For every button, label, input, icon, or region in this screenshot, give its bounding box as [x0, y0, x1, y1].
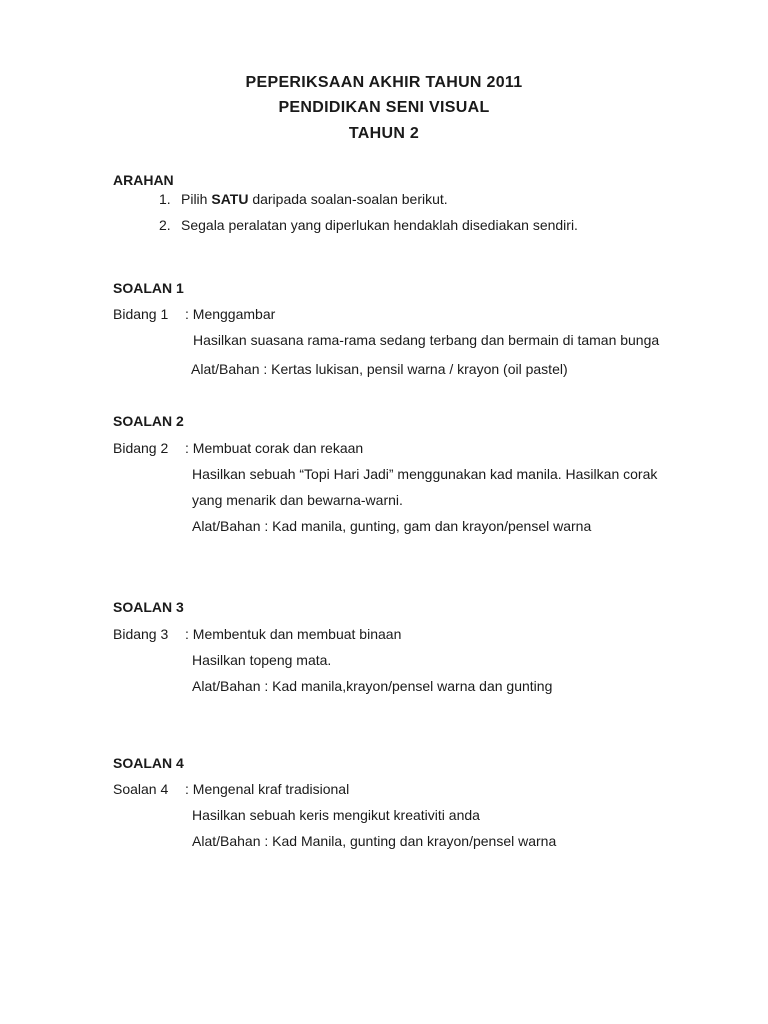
soalan-4-field-row	[113, 781, 349, 797]
soalan-3-materials: Alat/Bahan : Kad manila,krayon/pensel warna dan gunting	[192, 678, 553, 694]
soalan-4-heading: SOALAN 4	[113, 755, 184, 771]
arahan-item-1	[159, 191, 448, 207]
soalan-4-field: : Mengenal kraf tradisional	[185, 781, 350, 797]
soalan-2-task: Hasilkan sebuah “Topi Hari Jadi” menggunakan kad manila. Hasilkan corak	[192, 466, 658, 482]
soalan-3-field: : Membentuk dan membuat binaan	[185, 626, 402, 642]
arahan-item-2	[159, 217, 578, 233]
arahan-item-1-post: daripada soalan-soalan berikut.	[248, 191, 448, 207]
list-number: 1.	[159, 191, 171, 207]
soalan-3-label: Bidang 3	[113, 626, 169, 642]
soalan-1-field: : Menggambar	[185, 306, 276, 322]
arahan-item-2-text: Segala peralatan yang diperlukan hendaklah disediakan sendiri.	[181, 217, 578, 233]
title-subject: PENDIDIKAN SENI VISUAL	[278, 99, 490, 116]
soalan-2-materials: Alat/Bahan : Kad manila, gunting, gam dan krayon/pensel warna	[192, 518, 592, 534]
soalan-1-field-row	[113, 306, 275, 322]
soalan-1-label: Bidang 1	[113, 306, 169, 322]
title-exam: PEPERIKSAAN AKHIR TAHUN 2011	[245, 74, 523, 91]
soalan-3-heading: SOALAN 3	[113, 599, 184, 615]
soalan-1-task: Hasilkan suasana rama-rama sedang terbang dan bermain di taman bunga	[193, 332, 660, 348]
soalan-2-heading: SOALAN 2	[113, 413, 184, 429]
soalan-2-field: : Membuat corak dan rekaan	[185, 440, 364, 456]
arahan-item-1-bold: SATU	[211, 191, 249, 207]
soalan-3-field-row	[113, 626, 401, 642]
title-year: TAHUN 2	[348, 125, 420, 142]
soalan-1-materials: Alat/Bahan : Kertas lukisan, pensil warna / krayon (oil pastel)	[191, 361, 568, 377]
soalan-2-field-row	[113, 440, 363, 456]
soalan-4-label: Soalan 4	[113, 781, 169, 797]
soalan-4-materials: Alat/Bahan : Kad Manila, gunting dan krayon/pensel warna	[192, 833, 557, 849]
soalan-3-task: Hasilkan topeng mata.	[192, 652, 332, 668]
soalan-1-heading: SOALAN 1	[113, 280, 184, 296]
arahan-item-1-pre: Pilih	[181, 191, 212, 207]
soalan-2-label: Bidang 2	[113, 440, 169, 456]
arahan-heading: ARAHAN	[113, 172, 174, 188]
list-number: 2.	[159, 217, 171, 233]
soalan-2-task-cont: yang menarik dan bewarna-warni.	[192, 492, 403, 508]
soalan-4-task: Hasilkan sebuah keris mengikut kreativiti anda	[192, 807, 480, 823]
